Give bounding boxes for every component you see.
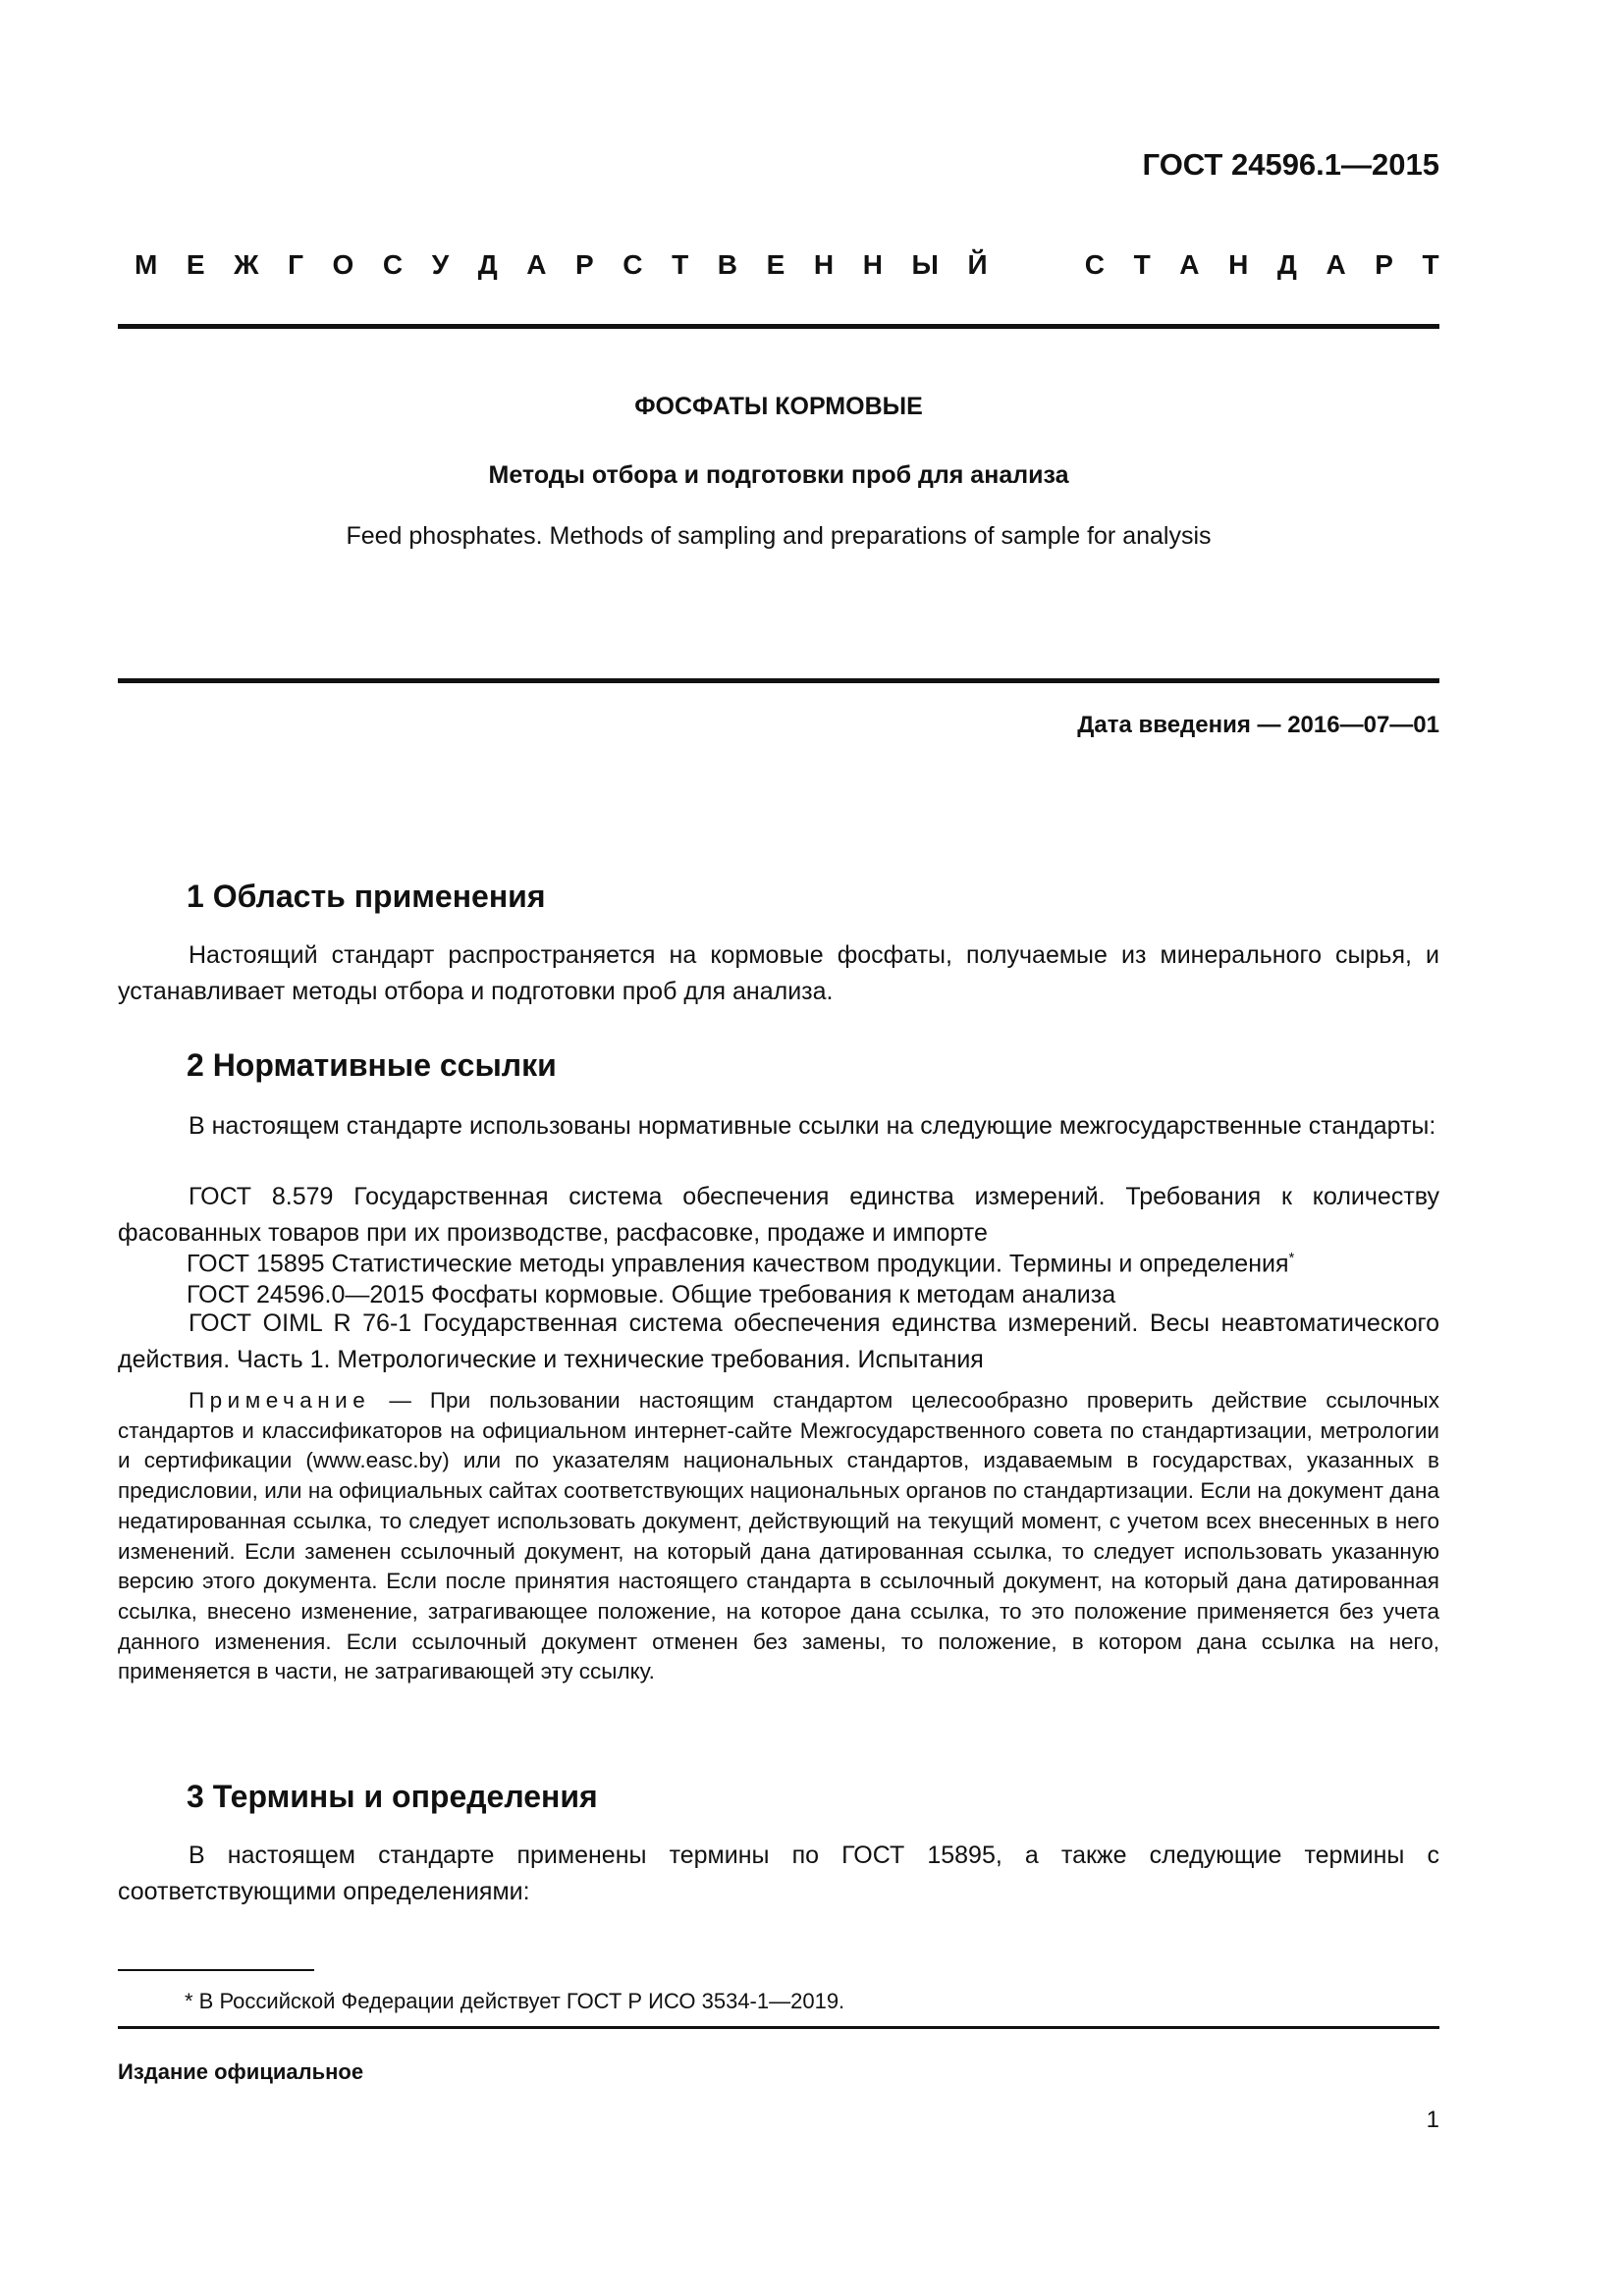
section-3-text: В настоящем стандарте применены термины по ГОСТ 15895, а также следующие термины с соответствующими определениями: [118,1842,1439,1905]
document-title: ФОСФАТЫ КОРМОВЫЕ [634,393,923,420]
document-subtitle: Методы отбора и подготовки проб для анализа [488,461,1069,489]
note-text: — При пользовании настоящим стандартом целесообразно проверить действие ссылочных стандартов и классификаторов на официальном интернет-сайте Межгосударственного совета по стандартизации, метрологии и сертификации (www.easc.by) или по указателям национальных стандартов, издаваемым в государствах, указанных в предисловии, или на официальных сайтах соответствующих национальных органов по стандартизации. Если на документ дана недатированная ссылка, то следует использовать документ, действующий на текущий момент, с учетом всех внесенных в него изменений. Если заменен ссылочный документ, на который дана датированная ссылка, то следует использовать указанную версию этого документа. Если после принятия настоящего стандарта в ссылочный документ, на который дана датированная ссылка, внесено изменение, затрагивающее положение, на которое дана ссылка, то это положение применяется без учета данного изменения. Если ссылочный документ отменен без замены, то положение, в котором дана ссылка на него, применяется в части, не затрагивающей эту ссылку. [118,1388,1439,1684]
section-2-intro [118,1108,1439,1145]
footer-divider [118,2026,1439,2029]
document-id: ГОСТ 24596.1—2015 [1142,147,1439,182]
standard-type-letter: Т [672,249,689,280]
note-label: Примечание [189,1388,371,1413]
standard-type-letter: У [431,249,450,280]
footnote-divider [118,1969,314,1971]
reference-gost-oiml [118,1306,1439,1377]
standard-type-letter: М [135,249,158,280]
standard-type-letter: А [1326,249,1346,280]
section-3-paragraph [118,1838,1439,1909]
standard-type-letter: А [1179,249,1200,280]
section-3-heading: 3 Термины и определения [187,1779,598,1814]
standard-type-letter: А [526,249,547,280]
standard-type-letter: Е [186,249,205,280]
footnote-mark: * [1288,1250,1295,1266]
section-2-intro-text: В настоящем стандарте использованы нормативные ссылки на следующие межгосударственные стандарты: [189,1112,1436,1140]
page-number: 1 [1426,2107,1439,2133]
standard-type-letter: Т [1133,249,1151,280]
standard-type-letter: Н [862,249,883,280]
standard-type-letter: С [382,249,404,280]
standard-type-letter: С [1084,249,1106,280]
section-2-note [118,1386,1439,1687]
standard-type-letter: Ж [234,249,259,280]
standard-type-letter: Н [1228,249,1249,280]
section-1-paragraph [118,937,1439,1009]
standard-type-letter: Т [1422,249,1439,280]
standard-type-letter: Р [575,249,594,280]
reference-gost-24596-0: ГОСТ 24596.0—2015 Фосфаты кормовые. Общие требования к методам анализа [187,1281,1116,1308]
standard-type-letter: Й [967,249,988,280]
standard-type-letter: В [717,249,738,280]
reference-gost-8-579 [118,1179,1439,1251]
title-divider [118,678,1439,683]
standard-type-letter: Е [766,249,785,280]
standard-type-letter: Р [1375,249,1393,280]
standard-type-letter: С [623,249,643,280]
standard-type-letter: Д [1276,249,1297,280]
standard-type-letter: О [332,249,354,280]
standard-type-letter: Д [477,249,498,280]
reference-text: ГОСТ 8.579 Государственная система обеспечения единства измерений. Требования к количеству фасованных товаров при их производстве, расфасовке, продаже и импорте [118,1183,1439,1247]
section-1-text: Настоящий стандарт распространяется на кормовые фосфаты, получаемые из минерального сырья, и устанавливает методы отбора и подготовки проб для анализа. [118,941,1439,1005]
standard-type-letter: Н [813,249,835,280]
standard-type-letter: Ы [911,249,939,280]
english-title: Feed phosphates. Methods of sampling and preparations of sample for analysis [346,522,1212,550]
standard-type-heading [135,249,1439,281]
section-1-heading: 1 Область применения [187,879,546,914]
standard-type-letter: Г [288,249,303,280]
header-divider [118,324,1439,329]
footnote: * В Российской Федерации действует ГОСТ Р ИСО 3534-1—2019. [185,1989,845,2013]
standard-type-gap [1016,249,1056,281]
edition-label: Издание официальное [118,2059,364,2084]
section-2-heading: 2 Нормативные ссылки [187,1047,557,1083]
introduction-date: Дата введения — 2016—07—01 [1077,712,1439,738]
reference-gost-15895 [187,1250,1294,1278]
reference-text: ГОСТ OIML R 76-1 Государственная система обеспечения единства измерений. Весы неавтоматического действия. Часть 1. Метрологические и технические требования. Испытания [118,1309,1439,1373]
reference-text: ГОСТ 15895 Статистические методы управления качеством продукции. Термины и определения [187,1250,1289,1278]
